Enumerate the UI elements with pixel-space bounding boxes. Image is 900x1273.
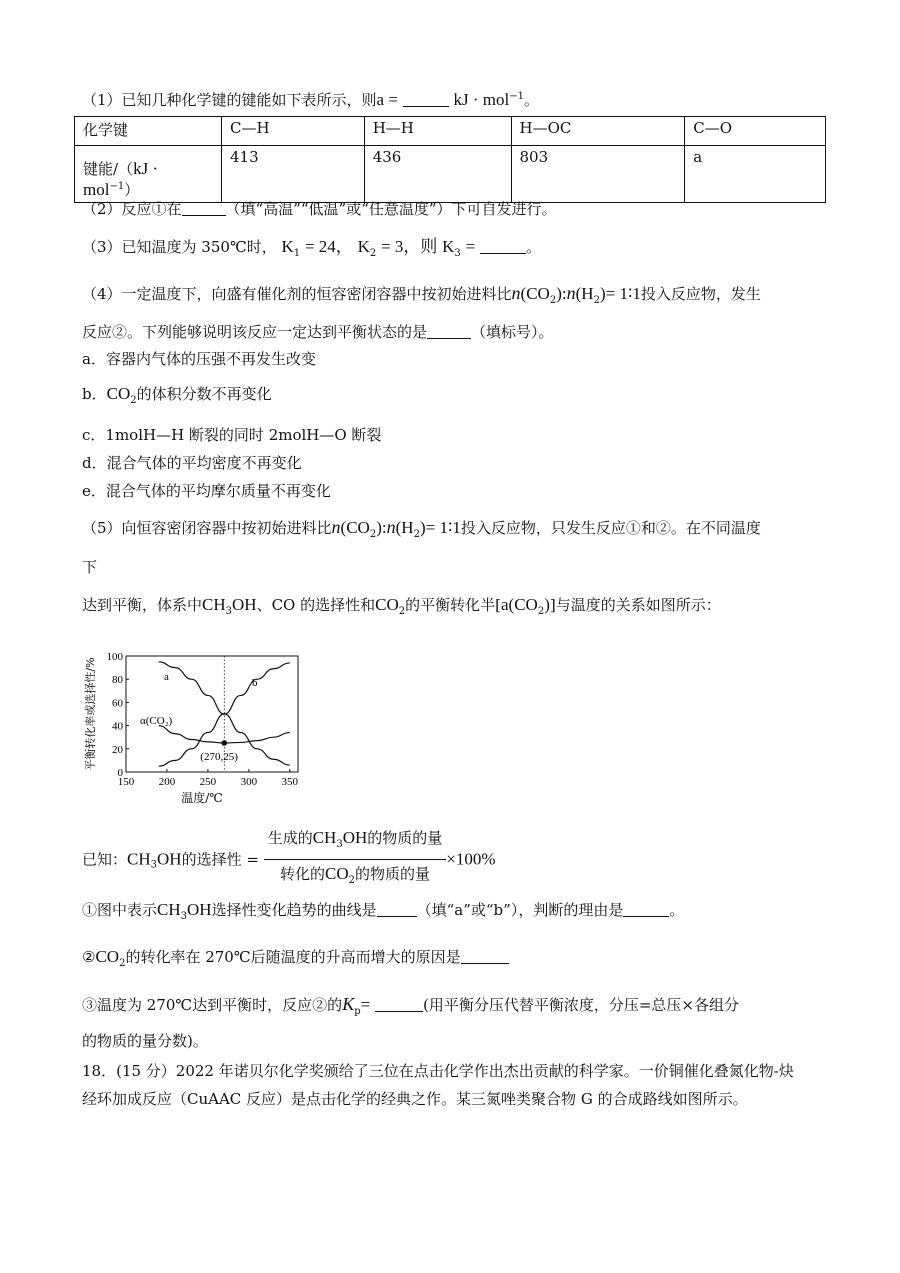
- table-cell: H—H: [364, 117, 511, 146]
- answer-blank[interactable]: [480, 237, 526, 254]
- axis-ticks: [107, 651, 299, 788]
- table-row-label: 键能/（kJ · mol$^{-1}$）: [75, 146, 222, 203]
- answer-blank[interactable]: [461, 947, 509, 964]
- y-axis-label-text: 平衡转化率或选择性/%: [84, 657, 97, 771]
- question-5-line2: 下: [82, 558, 98, 576]
- sub-question-3: ③温度为 270℃达到平衡时，反应②的$K_p=$ (用平衡分压代替平衡浓度，分压=总压×各组分: [82, 994, 739, 1017]
- y-tick-label: 60: [112, 697, 123, 710]
- question-4: （4）一定温度下，向盛有催化剂的恒容密闭容器中按初始进料比$n(CO_2):n(H_2)=$ 1∶1投入反应物，发生: [82, 283, 761, 306]
- table-cell: C—H: [222, 117, 365, 146]
- bond-energy-table: [74, 116, 826, 203]
- answer-blank[interactable]: [375, 995, 423, 1012]
- option-a: a．容器内气体的压强不再发生改变: [82, 350, 316, 368]
- y-tick-label: 80: [112, 674, 123, 687]
- y-tick-label: 40: [112, 720, 123, 733]
- x-tick-label: 350: [281, 776, 299, 788]
- option-e: e．混合气体的平均摩尔质量不再变化: [82, 482, 331, 500]
- question-18-line2: 经环加成反应（CuAAC 反应）是点击化学的经典之作。某三氮唑类聚合物 G 的合成路线如图所示。: [82, 1090, 748, 1108]
- answer-blank[interactable]: [377, 900, 417, 917]
- question-3: （3）已知温度为 350℃时， $K_1 = 24$， $K_2 = 3$，则 $K_3$ = 。: [82, 237, 541, 259]
- answer-blank[interactable]: [623, 900, 669, 917]
- sub-question-1: ①图中表示$CH_3OH$选择性变化趋势的曲线是 （填“a”或“b”），判断的理由是 。: [82, 900, 685, 922]
- table-row: [75, 146, 826, 203]
- y-tick-label: 20: [112, 743, 123, 756]
- x-tick-label: 250: [199, 776, 217, 788]
- series-label: α(CO₂): [140, 715, 173, 727]
- question-1: （1）已知几种化学键的键能如下表所示，则a = kJ · mol$^{-1}$。: [82, 90, 539, 109]
- option-c: c．1molH—H 断裂的同时 2molH—O 断裂: [82, 426, 382, 444]
- question-2: （2）反应①在 （填“高温”“低温”或“任意温度”）下可自发进行。: [82, 200, 557, 218]
- sub-question-2: $②CO_2$的转化率在 270℃后随温度的升高而增大的原因是: [82, 946, 509, 975]
- answer-blank[interactable]: [403, 90, 449, 107]
- selectivity-fraction: $\frac{生成的CH_3OH的物质的量}{转化的CO_2的物质的量}$: [264, 826, 447, 893]
- table-cell: 436: [364, 146, 511, 203]
- annotation-label: (270,25): [200, 751, 238, 763]
- table-cell: 803: [511, 146, 685, 203]
- x-axis-label: 温度/℃: [181, 791, 223, 805]
- question-5: （5）向恒容密闭容器中按初始进料比$n(CO_2):n(H_2)=$ 1∶1投入反应物，只发生反应①和②。在不同温度: [82, 517, 761, 540]
- x-tick-label: 300: [240, 776, 258, 788]
- question-18: 18．(15 分）2022 年诺贝尔化学奖颁给了三位在点击化学作出杰出贡献的科学家。一价铜催化叠氮化物-炔: [82, 1062, 794, 1080]
- y-axis-label: [83, 657, 97, 770]
- answer-blank[interactable]: [182, 199, 226, 216]
- table-cell: C—O: [685, 117, 826, 146]
- x-tick-label: 150: [117, 776, 135, 788]
- y-tick-label: 0: [117, 767, 123, 779]
- table-row: [75, 117, 826, 146]
- answer-blank[interactable]: [427, 322, 471, 339]
- y-tick-label: 100: [106, 651, 123, 663]
- table-cell: H—OC: [511, 117, 685, 146]
- question-4-line2: 反应②。下列能够说明该反应一定达到平衡状态的是 （填标号）。: [82, 323, 554, 341]
- question-5-line3: 达到平衡，体系中$CH_3OH$、CO 的选择性和$CO_2$的平衡转化半$[a(CO_2)]$与温度的关系如图所示：: [82, 595, 721, 617]
- table-header-label: 化学键: [75, 117, 222, 146]
- x-tick-label: 200: [158, 776, 176, 788]
- annotation-point: [221, 740, 227, 746]
- equilibrium-chart: [82, 642, 312, 812]
- selectivity-formula: 已知：$CH_3OH$的选择性 = $\frac{生成的CH_3OH的物质的量}{转化的CO_2的物质的量}$ ×100%: [82, 826, 496, 893]
- table-cell: 413: [222, 146, 365, 203]
- option-b: b．$CO_2$的体积分数不再变化: [82, 384, 272, 406]
- series-label: b: [252, 677, 258, 689]
- sub-question-3-line2: 的物质的量分数)。: [82, 1032, 208, 1050]
- option-d: d．混合气体的平均密度不再变化: [82, 454, 302, 472]
- table-cell: a: [685, 146, 826, 203]
- series-label: a: [164, 671, 169, 683]
